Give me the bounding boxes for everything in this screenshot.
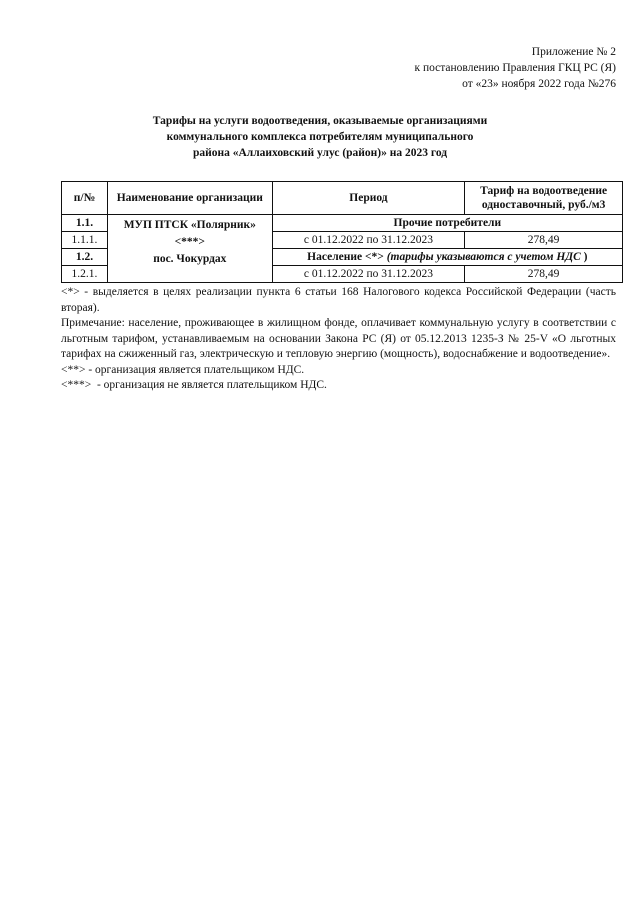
organization-place: пос. Чокурдах xyxy=(153,253,227,265)
footnote-remark: Примечание: население, проживающее в жилищном фонде, оплачивает коммунальную услугу в соответствии с льготным тарифом, устанавливаемым на основании Закона РС (Я) от 05.12.2013 1235-З № 25-V «О льготных тарифах на сжиженный газ, электрическую и тепловую энергию (мощность), водоснабжение и водоотведение». xyxy=(61,317,616,360)
document-title xyxy=(0,113,640,161)
header-period: Период xyxy=(272,182,465,215)
row-tariff: 278,49 xyxy=(465,266,623,283)
annex-resolution: к постановлению Правления ГКЦ РС (Я) xyxy=(414,62,616,74)
row-period: с 01.12.2022 по 31.12.2023 xyxy=(272,232,465,249)
annex-date: от «23» ноября 2022 года №276 xyxy=(462,78,616,90)
header-tariff: Тариф на водоотведение одноставочный, руб./м3 xyxy=(465,182,623,215)
annex-number: Приложение № 2 xyxy=(531,46,616,58)
section-label-text: Население <*> xyxy=(307,251,387,263)
organization-mark: <***> xyxy=(174,236,205,248)
title-line-2: коммунального комплекса потребителям муниципального xyxy=(166,131,474,143)
organization-cell xyxy=(107,215,272,283)
tariff-table xyxy=(61,181,623,283)
annex-reference xyxy=(415,44,617,92)
title-line-3: района «Аллаиховский улус (район)» на 2023 год xyxy=(192,147,448,159)
footnote-non-vat-payer: <***> - организация не является плательщиком НДС. xyxy=(61,379,327,391)
table-header-row xyxy=(62,182,623,215)
section-label-tail: ) xyxy=(580,251,588,263)
organization-name: МУП ПТСК «Полярник» xyxy=(123,219,256,231)
section-num: 1.1. xyxy=(62,215,108,232)
footnotes xyxy=(61,285,616,394)
row-period: с 01.12.2022 по 31.12.2023 xyxy=(272,266,465,283)
footnote-vat-payer: <**> - организация является плательщиком НДС. xyxy=(61,363,305,376)
section-label-note: (тарифы указываются с учетом НДС xyxy=(386,251,581,263)
row-tariff: 278,49 xyxy=(465,232,623,249)
row-num: 1.1.1. xyxy=(62,232,108,249)
footnote-vat-allocation: <*> - выделяется в целях реализации пункта 6 статьи 168 Налогового кодекса Российской Федерации (часть вторая). xyxy=(61,286,616,314)
row-num: 1.2.1. xyxy=(62,266,108,283)
section-num: 1.2. xyxy=(62,249,108,266)
header-num: п/№ xyxy=(62,182,108,215)
section-row xyxy=(62,215,623,232)
section-label xyxy=(272,249,622,266)
section-label: Прочие потребители xyxy=(272,215,622,232)
header-organization: Наименование организации xyxy=(107,182,272,215)
title-line-1: Тарифы на услуги водоотведения, оказываемые организациями xyxy=(152,115,488,127)
